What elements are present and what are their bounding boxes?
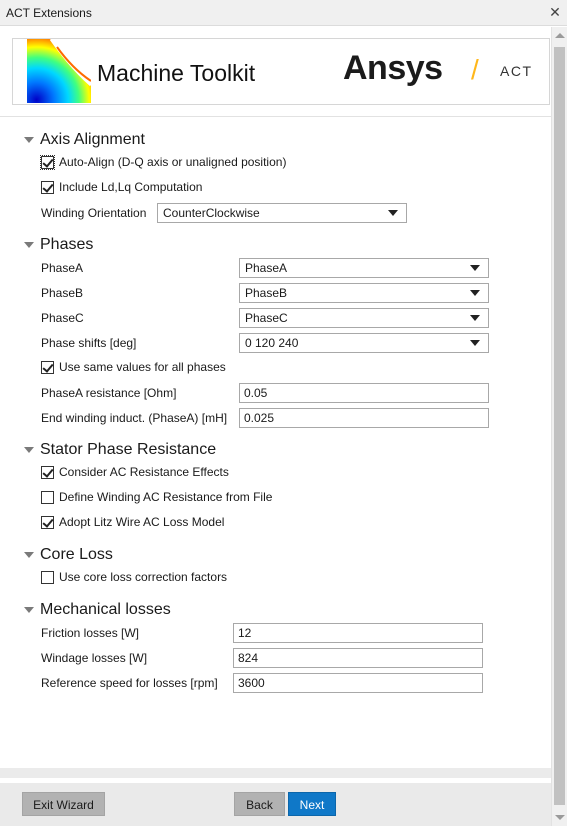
reference-speed-value: 3600 bbox=[238, 676, 265, 690]
ac-effects-checkbox-row[interactable] bbox=[41, 464, 229, 480]
close-icon[interactable]: ✕ bbox=[549, 4, 561, 20]
phase-resistance-value: 0.05 bbox=[244, 386, 268, 400]
phase-c-select[interactable] bbox=[239, 308, 489, 328]
core-loss-correction-checkbox[interactable] bbox=[41, 571, 54, 584]
auto-align-checkbox[interactable] bbox=[41, 156, 54, 169]
friction-losses-input[interactable] bbox=[233, 623, 483, 643]
section-phases: Phases bbox=[40, 236, 94, 253]
title-bar bbox=[0, 0, 567, 26]
ac-from-file-checkbox[interactable] bbox=[41, 491, 54, 504]
collapse-triangle-icon[interactable] bbox=[24, 137, 34, 143]
winding-orientation-select[interactable] bbox=[157, 203, 407, 223]
same-values-checkbox-row[interactable] bbox=[41, 359, 226, 375]
phase-a-value: PhaseA bbox=[245, 261, 288, 275]
ld-lq-checkbox-row[interactable] bbox=[41, 179, 202, 195]
collapse-triangle-icon[interactable] bbox=[24, 607, 34, 613]
phase-resistance-input[interactable] bbox=[239, 383, 489, 403]
litz-wire-label: Adopt Litz Wire AC Loss Model bbox=[59, 515, 225, 529]
end-winding-label: End winding induct. (PhaseA) [mH] bbox=[41, 411, 228, 425]
same-values-checkbox[interactable] bbox=[41, 361, 54, 374]
phase-shifts-value: 0 120 240 bbox=[245, 336, 299, 350]
brand-slash: / bbox=[471, 54, 479, 85]
window-title: ACT Extensions bbox=[6, 6, 92, 20]
windage-losses-label: Windage losses [W] bbox=[41, 651, 148, 665]
chevron-down-icon bbox=[470, 265, 480, 271]
collapse-triangle-icon[interactable] bbox=[24, 552, 34, 558]
auto-align-label: Auto-Align (D-Q axis or unaligned position) bbox=[59, 155, 287, 169]
chevron-down-icon bbox=[388, 210, 398, 216]
friction-losses-label: Friction losses [W] bbox=[41, 626, 140, 640]
horizontal-scrollbar[interactable] bbox=[0, 768, 551, 778]
litz-wire-checkbox-row[interactable] bbox=[41, 514, 224, 530]
litz-wire-checkbox[interactable] bbox=[41, 516, 54, 529]
field-plot-logo-icon bbox=[27, 39, 91, 103]
chevron-down-icon bbox=[470, 290, 480, 296]
chevron-down-icon bbox=[470, 315, 480, 321]
chevron-down-icon bbox=[470, 340, 480, 346]
winding-orientation-label: Winding Orientation bbox=[41, 206, 147, 220]
ld-lq-checkbox[interactable] bbox=[41, 181, 54, 194]
phase-a-label: PhaseA bbox=[41, 261, 84, 275]
windage-losses-value: 824 bbox=[238, 651, 259, 665]
core-loss-correction-label: Use core loss correction factors bbox=[59, 570, 228, 584]
ld-lq-label: Include Ld,Lq Computation bbox=[59, 180, 203, 194]
act-logo: ACT bbox=[500, 63, 533, 79]
phase-b-value: PhaseB bbox=[245, 286, 288, 300]
section-stator-phase-resistance: Stator Phase Resistance bbox=[40, 441, 217, 458]
phase-shifts-select[interactable] bbox=[239, 333, 489, 353]
ac-effects-checkbox[interactable] bbox=[41, 466, 54, 479]
header-divider bbox=[0, 116, 551, 117]
phase-a-select[interactable] bbox=[239, 258, 489, 278]
scroll-thumb[interactable] bbox=[554, 47, 565, 805]
phase-shifts-label: Phase shifts [deg] bbox=[41, 336, 137, 350]
section-core-loss: Core Loss bbox=[40, 546, 113, 563]
wizard-footer bbox=[0, 783, 551, 826]
scroll-down-icon[interactable] bbox=[555, 815, 565, 820]
phase-c-value: PhaseC bbox=[245, 311, 288, 325]
reference-speed-input[interactable] bbox=[233, 673, 483, 693]
collapse-triangle-icon[interactable] bbox=[24, 447, 34, 453]
back-button[interactable]: Back bbox=[234, 792, 285, 816]
ac-from-file-label: Define Winding AC Resistance from File bbox=[59, 490, 273, 504]
phase-resistance-label: PhaseA resistance [Ohm] bbox=[41, 386, 177, 400]
windage-losses-input[interactable] bbox=[233, 648, 483, 668]
app-title: Machine Toolkit bbox=[97, 60, 256, 86]
phase-b-label: PhaseB bbox=[41, 286, 84, 300]
same-values-label: Use same values for all phases bbox=[59, 360, 226, 374]
reference-speed-label: Reference speed for losses [rpm] bbox=[41, 676, 218, 690]
winding-orientation-value: CounterClockwise bbox=[163, 206, 260, 220]
ansys-logo: Ansys bbox=[343, 49, 443, 87]
section-axis-alignment: Axis Alignment bbox=[40, 131, 145, 148]
phase-c-label: PhaseC bbox=[41, 311, 84, 325]
section-mechanical-losses: Mechanical losses bbox=[40, 601, 171, 618]
scroll-up-icon[interactable] bbox=[555, 33, 565, 38]
end-winding-input[interactable] bbox=[239, 408, 489, 428]
exit-wizard-button[interactable]: Exit Wizard bbox=[22, 792, 105, 816]
header-banner bbox=[12, 38, 550, 105]
ac-from-file-checkbox-row[interactable] bbox=[41, 489, 272, 505]
phase-b-select[interactable] bbox=[239, 283, 489, 303]
wizard-content bbox=[0, 27, 551, 783]
core-loss-correction-checkbox-row[interactable] bbox=[41, 569, 227, 585]
ac-effects-label: Consider AC Resistance Effects bbox=[59, 465, 229, 479]
auto-align-checkbox-row[interactable] bbox=[41, 154, 286, 170]
collapse-triangle-icon[interactable] bbox=[24, 242, 34, 248]
next-button[interactable]: Next bbox=[288, 792, 336, 816]
friction-losses-value: 12 bbox=[238, 626, 252, 640]
vertical-scrollbar[interactable] bbox=[551, 27, 567, 826]
end-winding-value: 0.025 bbox=[244, 411, 275, 425]
